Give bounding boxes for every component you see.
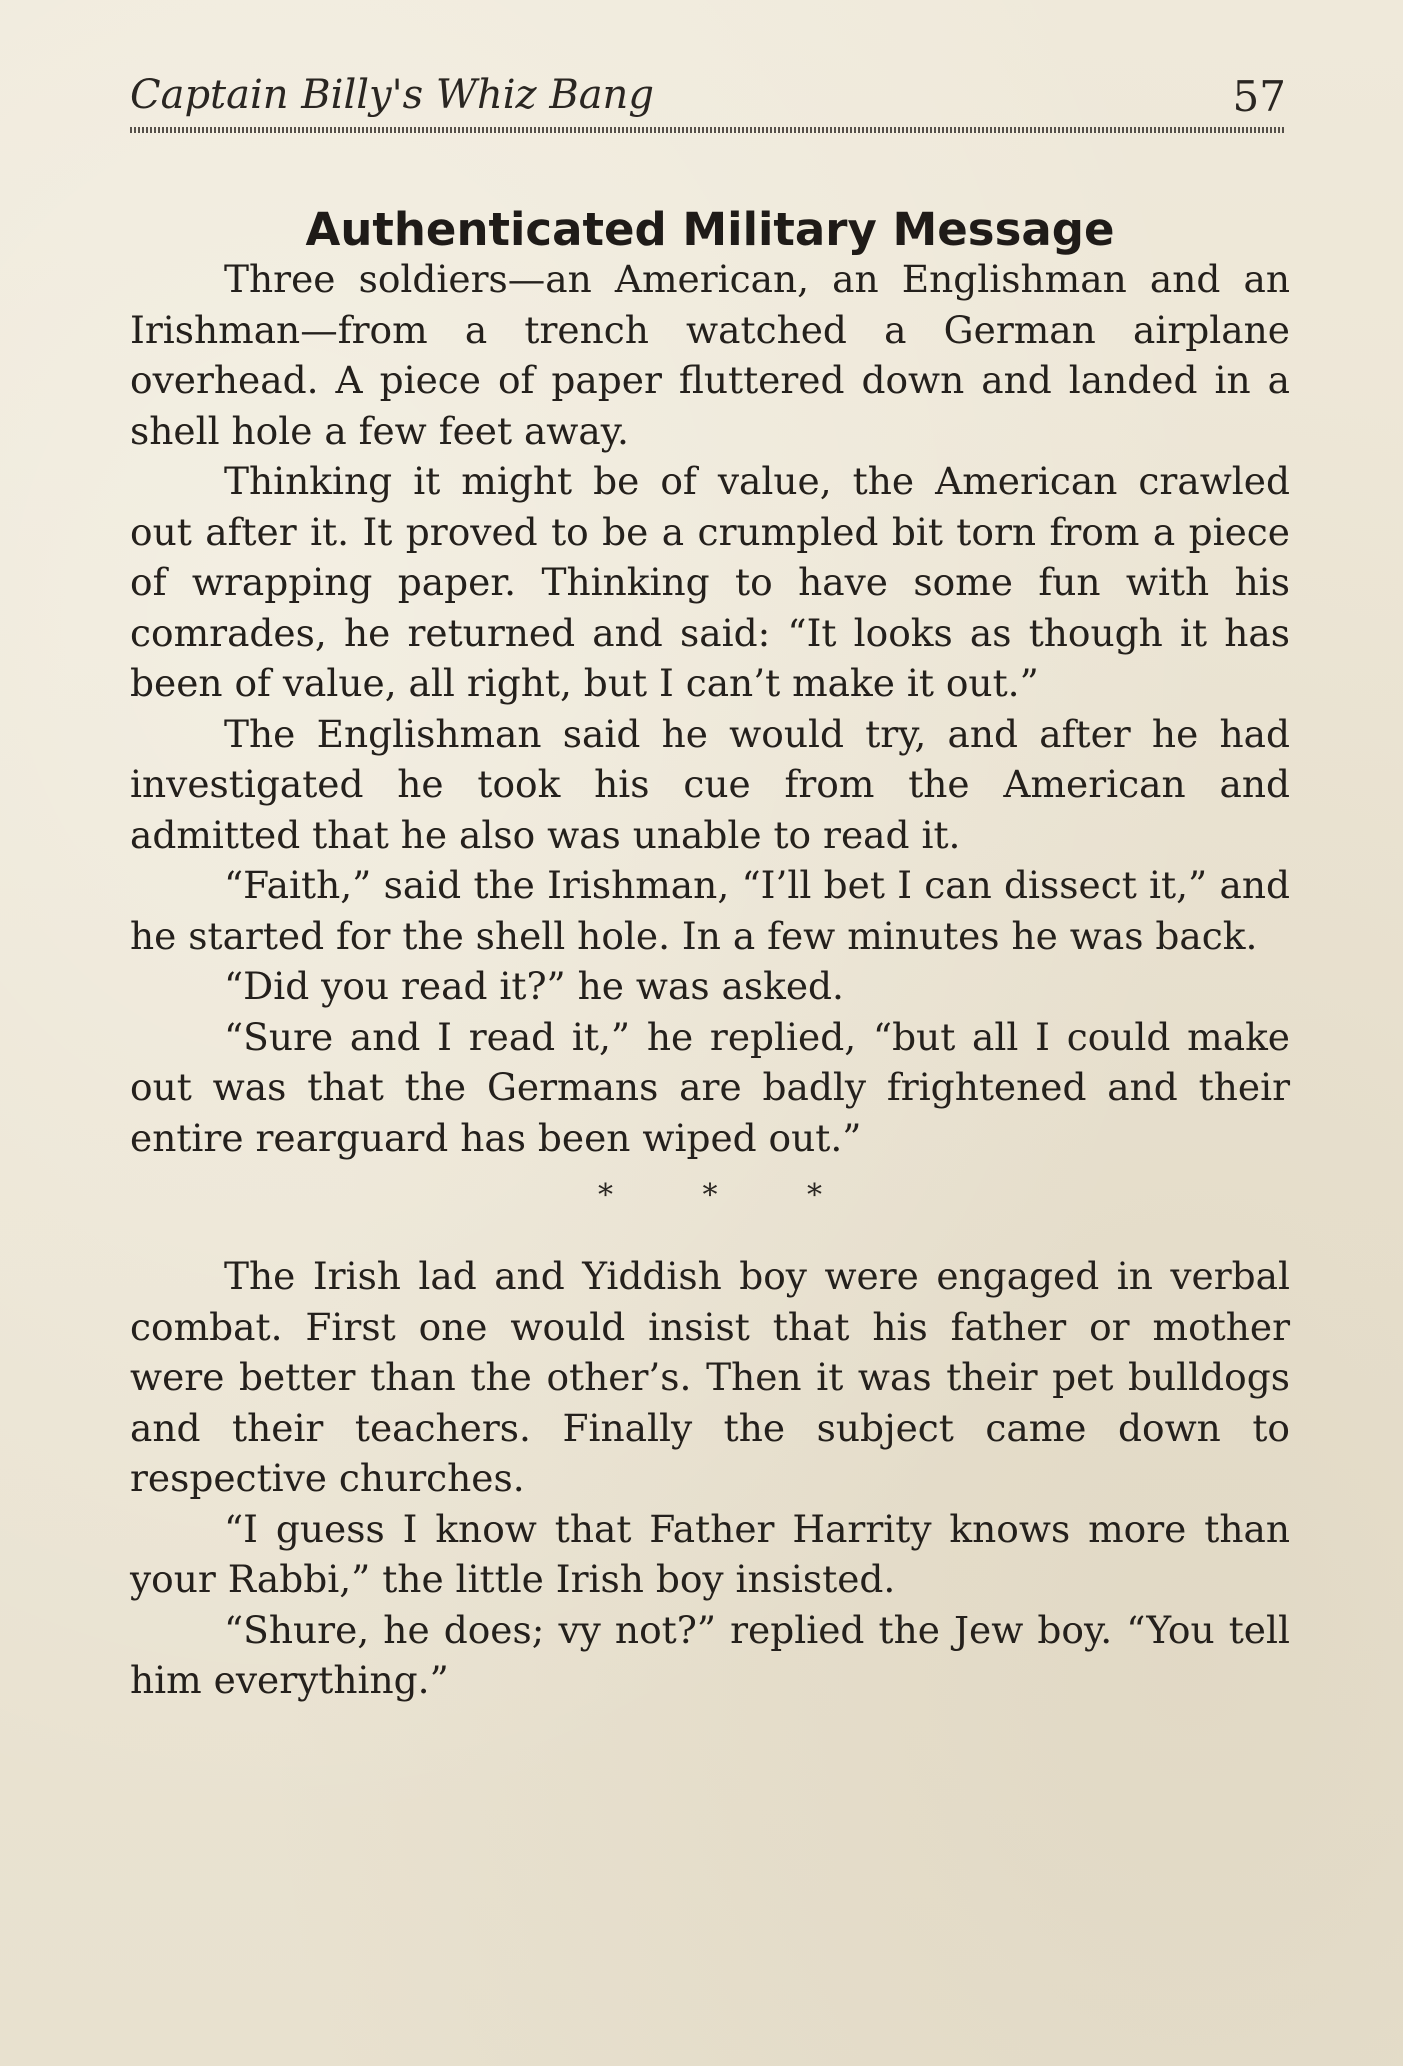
running-title: Captain Billy's Whiz Bang [130,72,654,118]
running-head [130,72,1286,132]
article-paragraph: “Sure and I read it,” he replied, “but all I could make out was that the Germans are badly frightened and their entire rearguard has been wiped out.” [130,1014,1290,1160]
page-number: 57 [1232,72,1286,121]
article-paragraph: “Faith,” said the Irishman, “I’ll bet I can dissect it,” and he started for the shell hole. In a few minutes he was back. [130,863,1290,958]
header-rule [130,127,1286,133]
page-content [130,200,1290,1706]
article-paragraph: “Did you read it?” he was asked. [224,964,844,1008]
article-title: Authenticated Military Message [305,203,1115,256]
joke-paragraph: “I guess I know that Father Harrity knows more than your Rabbi,” the little Irish boy insisted. [130,1506,1290,1601]
article-paragraph: Thinking it might be of value, the American crawled out after it. It proved to be a crumpled bit torn from a piece of wrapping paper. Thinking to have some fun with his comrades, he returned and said: “It looks as though it has been of value, all right, but I can’t make it out.” [130,459,1290,705]
article-paragraph: Three soldiers—an American, an Englishman and an Irishman—from a trench watched a German airplane overhead. A piece of paper fluttered down and landed in a shell hole a few feet away. [130,257,1290,453]
section-separator: * * * [597,1178,863,1213]
joke-paragraph: The Irish lad and Yiddish boy were engaged in verbal combat. First one would insist that his father or mother were better than the other’s. Then it was their pet bulldogs and their teachers. Finally the subject came down to respective churches. [130,1254,1290,1500]
joke-paragraph: “Shure, he does; vy not?” replied the Jew boy. “You tell him everything.” [130,1607,1290,1702]
article-paragraph: The Englishman said he would try, and after he had investigated he took his cue from the American and admitted that he also was unable to read it. [130,711,1290,857]
